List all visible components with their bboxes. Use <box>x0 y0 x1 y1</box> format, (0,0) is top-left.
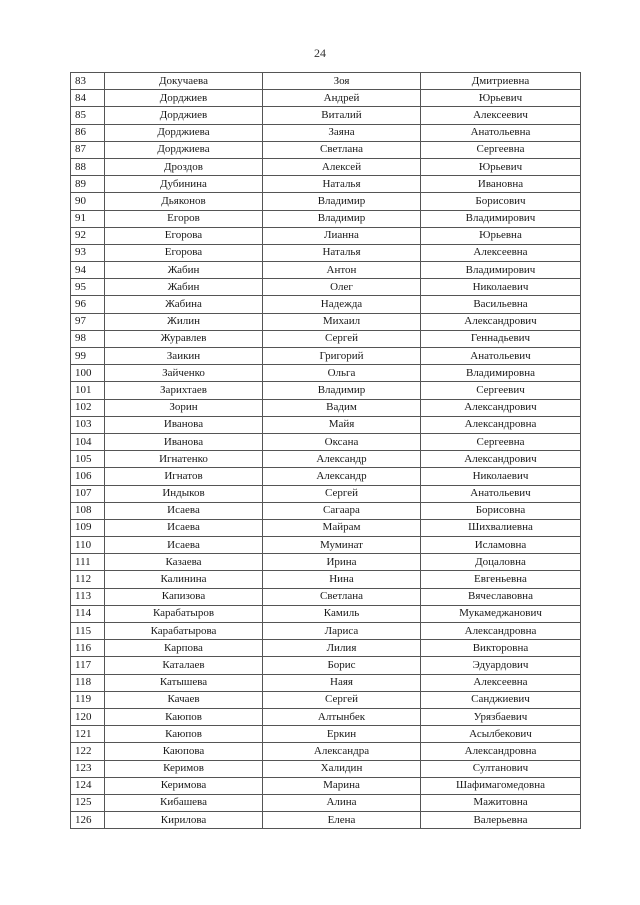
last-name-cell: Качаев <box>105 691 263 708</box>
last-name-cell: Казаева <box>105 554 263 571</box>
table-row <box>71 193 581 210</box>
row-number: 109 <box>71 519 105 536</box>
patronymic-cell: Шафимагомедовна <box>421 777 581 794</box>
first-name-cell: Нина <box>263 571 421 588</box>
row-number: 87 <box>71 141 105 158</box>
patronymic-cell: Юрьевич <box>421 90 581 107</box>
table-row <box>71 640 581 657</box>
last-name-cell: Иванова <box>105 416 263 433</box>
last-name-cell: Дорджиева <box>105 124 263 141</box>
patronymic-cell: Николаевич <box>421 468 581 485</box>
table-row <box>71 605 581 622</box>
table-row <box>71 365 581 382</box>
first-name-cell: Владимир <box>263 193 421 210</box>
last-name-cell: Докучаева <box>105 73 263 90</box>
row-number: 101 <box>71 382 105 399</box>
last-name-cell: Дорджиева <box>105 141 263 158</box>
row-number: 98 <box>71 330 105 347</box>
row-number: 106 <box>71 468 105 485</box>
table-row <box>71 73 581 90</box>
table-row <box>71 623 581 640</box>
table-row <box>71 468 581 485</box>
row-number: 126 <box>71 812 105 829</box>
first-name-cell: Зоя <box>263 73 421 90</box>
row-number: 95 <box>71 279 105 296</box>
first-name-cell: Муминат <box>263 537 421 554</box>
row-number: 120 <box>71 708 105 725</box>
first-name-cell: Марина <box>263 777 421 794</box>
table-row <box>71 399 581 416</box>
first-name-cell: Надежда <box>263 296 421 313</box>
table-row <box>71 227 581 244</box>
patronymic-cell: Султанович <box>421 760 581 777</box>
first-name-cell: Оксана <box>263 433 421 450</box>
patronymic-cell: Юрьевна <box>421 227 581 244</box>
patronymic-cell: Алексеевна <box>421 244 581 261</box>
row-number: 118 <box>71 674 105 691</box>
table-row <box>71 141 581 158</box>
patronymic-cell: Эдуардович <box>421 657 581 674</box>
patronymic-cell: Сергеевич <box>421 382 581 399</box>
table-row <box>71 451 581 468</box>
row-number: 84 <box>71 90 105 107</box>
first-name-cell: Алексей <box>263 158 421 175</box>
row-number: 113 <box>71 588 105 605</box>
last-name-cell: Жабин <box>105 262 263 279</box>
table-row <box>71 176 581 193</box>
patronymic-cell: Александрович <box>421 399 581 416</box>
row-number: 92 <box>71 227 105 244</box>
patronymic-cell: Сергеевна <box>421 433 581 450</box>
last-name-cell: Керимов <box>105 760 263 777</box>
first-name-cell: Виталий <box>263 107 421 124</box>
patronymic-cell: Алексеевна <box>421 674 581 691</box>
patronymic-cell: Исламовна <box>421 537 581 554</box>
table-row <box>71 588 581 605</box>
row-number: 104 <box>71 433 105 450</box>
patronymic-cell: Геннадьевич <box>421 330 581 347</box>
first-name-cell: Александра <box>263 743 421 760</box>
last-name-cell: Игнатов <box>105 468 263 485</box>
row-number: 122 <box>71 743 105 760</box>
first-name-cell: Лилия <box>263 640 421 657</box>
patronymic-cell: Александрович <box>421 451 581 468</box>
last-name-cell: Исаева <box>105 502 263 519</box>
last-name-cell: Карпова <box>105 640 263 657</box>
first-name-cell: Владимир <box>263 382 421 399</box>
row-number: 83 <box>71 73 105 90</box>
first-name-cell: Сергей <box>263 330 421 347</box>
patronymic-cell: Асылбекович <box>421 726 581 743</box>
last-name-cell: Зорин <box>105 399 263 416</box>
table-row <box>71 571 581 588</box>
table-row <box>71 657 581 674</box>
first-name-cell: Александр <box>263 451 421 468</box>
patronymic-cell: Евгеньевна <box>421 571 581 588</box>
last-name-cell: Кирилова <box>105 812 263 829</box>
table-row <box>71 485 581 502</box>
last-name-cell: Дорджиев <box>105 107 263 124</box>
table-row <box>71 313 581 330</box>
row-number: 115 <box>71 623 105 640</box>
patronymic-cell: Мукамеджанович <box>421 605 581 622</box>
first-name-cell: Алина <box>263 794 421 811</box>
patronymic-cell: Анатольевич <box>421 348 581 365</box>
first-name-cell: Светлана <box>263 588 421 605</box>
first-name-cell: Андрей <box>263 90 421 107</box>
row-number: 116 <box>71 640 105 657</box>
table-row <box>71 743 581 760</box>
row-number: 86 <box>71 124 105 141</box>
patronymic-cell: Викторовна <box>421 640 581 657</box>
table-row <box>71 279 581 296</box>
last-name-cell: Исаева <box>105 537 263 554</box>
row-number: 90 <box>71 193 105 210</box>
last-name-cell: Каюпов <box>105 708 263 725</box>
patronymic-cell: Урязбаевич <box>421 708 581 725</box>
table-row <box>71 90 581 107</box>
table-row <box>71 777 581 794</box>
table-row <box>71 502 581 519</box>
patronymic-cell: Александровна <box>421 743 581 760</box>
last-name-cell: Дубинина <box>105 176 263 193</box>
table-row <box>71 691 581 708</box>
last-name-cell: Егоров <box>105 210 263 227</box>
first-name-cell: Халидин <box>263 760 421 777</box>
last-name-cell: Каюпов <box>105 726 263 743</box>
first-name-cell: Антон <box>263 262 421 279</box>
last-name-cell: Капизова <box>105 588 263 605</box>
first-name-cell: Александр <box>263 468 421 485</box>
last-name-cell: Дроздов <box>105 158 263 175</box>
roster-body <box>71 73 581 829</box>
first-name-cell: Сергей <box>263 485 421 502</box>
patronymic-cell: Владимирович <box>421 210 581 227</box>
patronymic-cell: Дмитриевна <box>421 73 581 90</box>
row-number: 99 <box>71 348 105 365</box>
patronymic-cell: Александрович <box>421 313 581 330</box>
last-name-cell: Каюпова <box>105 743 263 760</box>
row-number: 123 <box>71 760 105 777</box>
last-name-cell: Заикин <box>105 348 263 365</box>
patronymic-cell: Васильевна <box>421 296 581 313</box>
table-row <box>71 107 581 124</box>
table-row <box>71 210 581 227</box>
last-name-cell: Егорова <box>105 244 263 261</box>
patronymic-cell: Владимирович <box>421 262 581 279</box>
table-row <box>71 262 581 279</box>
table-row <box>71 348 581 365</box>
patronymic-cell: Анатольевна <box>421 124 581 141</box>
table-row <box>71 124 581 141</box>
first-name-cell: Наяя <box>263 674 421 691</box>
row-number: 117 <box>71 657 105 674</box>
row-number: 97 <box>71 313 105 330</box>
first-name-cell: Ирина <box>263 554 421 571</box>
last-name-cell: Карабатыров <box>105 605 263 622</box>
table-row <box>71 244 581 261</box>
row-number: 100 <box>71 365 105 382</box>
patronymic-cell: Александровна <box>421 416 581 433</box>
last-name-cell: Каталаев <box>105 657 263 674</box>
patronymic-cell: Санджиевич <box>421 691 581 708</box>
last-name-cell: Индыков <box>105 485 263 502</box>
patronymic-cell: Владимировна <box>421 365 581 382</box>
first-name-cell: Елена <box>263 812 421 829</box>
row-number: 112 <box>71 571 105 588</box>
first-name-cell: Лианна <box>263 227 421 244</box>
last-name-cell: Кибашева <box>105 794 263 811</box>
patronymic-cell: Алексеевич <box>421 107 581 124</box>
row-number: 105 <box>71 451 105 468</box>
first-name-cell: Владимир <box>263 210 421 227</box>
patronymic-cell: Борисович <box>421 193 581 210</box>
row-number: 108 <box>71 502 105 519</box>
row-number: 89 <box>71 176 105 193</box>
table-row <box>71 794 581 811</box>
first-name-cell: Михаил <box>263 313 421 330</box>
first-name-cell: Наталья <box>263 176 421 193</box>
patronymic-cell: Шихвалиевна <box>421 519 581 536</box>
last-name-cell: Керимова <box>105 777 263 794</box>
first-name-cell: Майя <box>263 416 421 433</box>
last-name-cell: Исаева <box>105 519 263 536</box>
table-row <box>71 760 581 777</box>
last-name-cell: Егорова <box>105 227 263 244</box>
table-row <box>71 812 581 829</box>
last-name-cell: Катышева <box>105 674 263 691</box>
row-number: 85 <box>71 107 105 124</box>
table-row <box>71 296 581 313</box>
page-number: 24 <box>314 46 326 60</box>
row-number: 124 <box>71 777 105 794</box>
row-number: 103 <box>71 416 105 433</box>
first-name-cell: Заяна <box>263 124 421 141</box>
row-number: 111 <box>71 554 105 571</box>
last-name-cell: Жабин <box>105 279 263 296</box>
patronymic-cell: Ивановна <box>421 176 581 193</box>
patronymic-cell: Доцаловна <box>421 554 581 571</box>
row-number: 114 <box>71 605 105 622</box>
first-name-cell: Еркин <box>263 726 421 743</box>
first-name-cell: Сагаара <box>263 502 421 519</box>
table-row <box>71 674 581 691</box>
row-number: 94 <box>71 262 105 279</box>
patronymic-cell: Сергеевна <box>421 141 581 158</box>
table-row <box>71 537 581 554</box>
last-name-cell: Карабатырова <box>105 623 263 640</box>
name-roster-table <box>70 72 581 829</box>
patronymic-cell: Анатольевич <box>421 485 581 502</box>
first-name-cell: Вадим <box>263 399 421 416</box>
last-name-cell: Зарихтаев <box>105 382 263 399</box>
patronymic-cell: Юрьевич <box>421 158 581 175</box>
patronymic-cell: Николаевич <box>421 279 581 296</box>
table-row <box>71 708 581 725</box>
first-name-cell: Олег <box>263 279 421 296</box>
row-number: 88 <box>71 158 105 175</box>
first-name-cell: Светлана <box>263 141 421 158</box>
row-number: 119 <box>71 691 105 708</box>
first-name-cell: Майрам <box>263 519 421 536</box>
last-name-cell: Калинина <box>105 571 263 588</box>
last-name-cell: Жабина <box>105 296 263 313</box>
row-number: 125 <box>71 794 105 811</box>
last-name-cell: Дьяконов <box>105 193 263 210</box>
last-name-cell: Журавлев <box>105 330 263 347</box>
first-name-cell: Камиль <box>263 605 421 622</box>
patronymic-cell: Александровна <box>421 623 581 640</box>
table-row <box>71 519 581 536</box>
first-name-cell: Наталья <box>263 244 421 261</box>
row-number: 102 <box>71 399 105 416</box>
row-number: 121 <box>71 726 105 743</box>
patronymic-cell: Вячеславовна <box>421 588 581 605</box>
table-row <box>71 433 581 450</box>
first-name-cell: Алтынбек <box>263 708 421 725</box>
last-name-cell: Иванова <box>105 433 263 450</box>
row-number: 107 <box>71 485 105 502</box>
table-row <box>71 330 581 347</box>
last-name-cell: Зайченко <box>105 365 263 382</box>
table-row <box>71 158 581 175</box>
row-number: 93 <box>71 244 105 261</box>
table-row <box>71 726 581 743</box>
last-name-cell: Дорджиев <box>105 90 263 107</box>
last-name-cell: Игнатенко <box>105 451 263 468</box>
table-row <box>71 554 581 571</box>
table-row <box>71 382 581 399</box>
table-row <box>71 416 581 433</box>
row-number: 96 <box>71 296 105 313</box>
patronymic-cell: Мажитовна <box>421 794 581 811</box>
first-name-cell: Ольга <box>263 365 421 382</box>
first-name-cell: Сергей <box>263 691 421 708</box>
row-number: 110 <box>71 537 105 554</box>
patronymic-cell: Валерьевна <box>421 812 581 829</box>
row-number: 91 <box>71 210 105 227</box>
first-name-cell: Борис <box>263 657 421 674</box>
last-name-cell: Жилин <box>105 313 263 330</box>
patronymic-cell: Борисовна <box>421 502 581 519</box>
first-name-cell: Григорий <box>263 348 421 365</box>
first-name-cell: Лариса <box>263 623 421 640</box>
